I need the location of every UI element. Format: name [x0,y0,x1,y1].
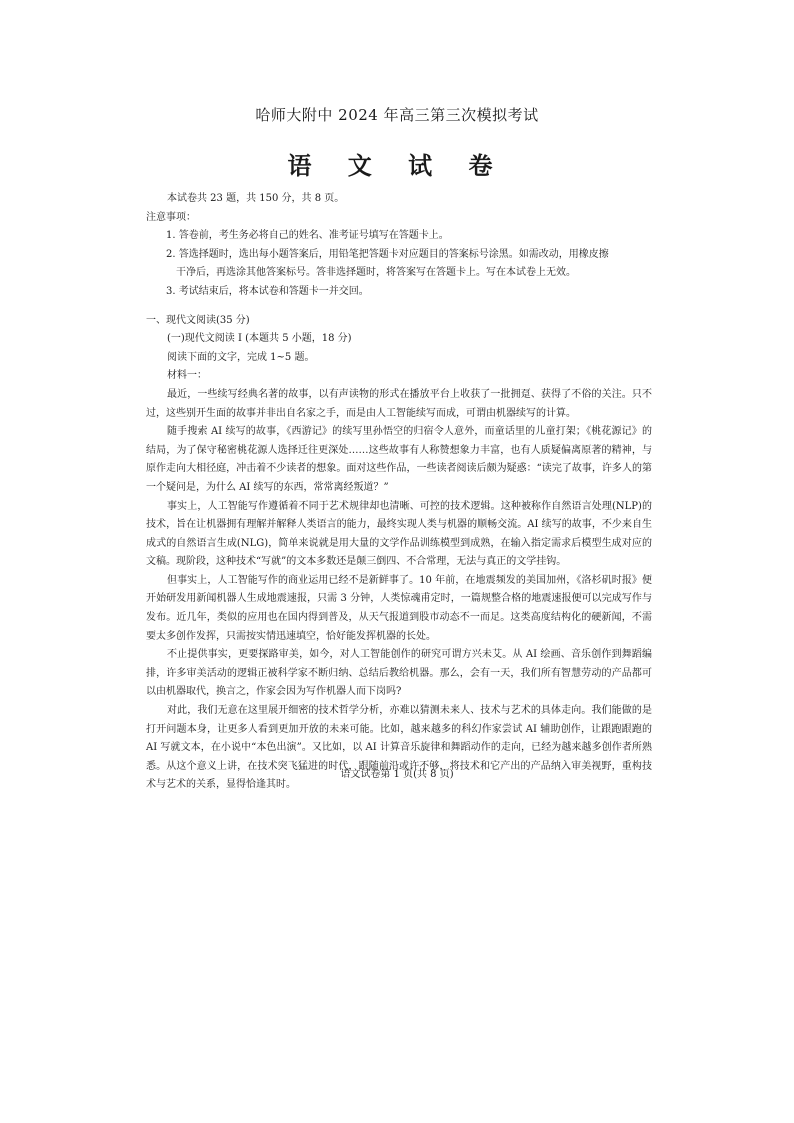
section-heading: 一、现代文阅读(35 分) [146,314,250,326]
notice-item-2-continued: 干净后，再选涂其他答案标号。答非选择题时，将答案写在答题卡上。写在本试卷上无效。 [176,267,576,279]
material-label: 材料一： [167,370,207,382]
exam-intro: 本试卷共 23 题，共 150 分，共 8 页。 [167,193,345,204]
passage-paragraph: 最近，一些续写经典名著的故事，以有声读物的形式在播放平台上收获了一批拥趸、获得了不俗的关注。只不过，这些别开生面的故事并非出自名家之手，而是由人工智能续写而成，可谓由机器续写的计算。 [146,388,652,419]
page-footer: 语文试卷第 1 页(共 8 页) [340,769,454,780]
reading-instruction: 阅读下面的文字，完成 1~5 题。 [167,351,315,363]
notice-heading: 注意事项： [146,211,196,223]
passage-paragraph: 随手搜索 AI 续写的故事，《西游记》的续写里孙悟空的归宿令人意外，而童话里的儿童打架；《桃花源记》的结局，为了保守秘密桃花源人选择迁往更深处……这些故事有人称赞想象力丰富，也有人质疑偏离原著的精神，与原作走向大相径庭，冲击着不少读者的想象。面对这些作品，一些读者阅读后颇为疑惑：“读完了故事，许多人的第一个疑问是，为什么 AI 续写的东西，常常离经叛道？” [146,426,652,493]
subject-title: 语 文 试 卷 [287,151,507,180]
notice-item-1: 1. 答卷前，考生务必将自己的姓名、准考证号填写在答题卡上。 [166,230,449,242]
exam-title: 哈师大附中 2024 年高三第三次模拟考试 [255,106,539,124]
notice-item-2: 2. 答选择题时，选出每小题答案后，用铅笔把答题卡对应题目的答案标号涂黑。如需改动，用橡皮擦 [166,248,609,260]
passage-paragraph: 事实上，人工智能写作遵循着不同于艺术规律却也清晰、可控的技术逻辑。这种被称作自然语言处理(NLP)的技术，旨在让机器拥有理解并解释人类语言的能力，最终实现人类与机器的顺畅交流。AI 续写的故事，不少来自生成式的自然语言生成(NLG)，简单来说就是用大量的文学作品训练模型到成熟，在输入指定需求后模型生成对应的文稿。现阶段，这种技术“写就”的文本多数还是颠三倒四、不合常理，无法与真正的文学挂钩。 [146,500,652,568]
exam-body [146,190,652,795]
notice-item-3: 3. 考试结束后，将本试卷和答题卡一并交回。 [166,285,369,297]
section-sub-heading: (一)现代文阅读 I (本题共 5 小题，18 分) [167,333,352,345]
passage-paragraph: 对此，我们无意在这里展开细密的技术哲学分析，亦难以猜测未来人、技术与艺术的具体走向。我们能做的是打开问题本身，让更多人看到更加开放的未来可能。比如，越来越多的科幻作家尝试 AI 辅助创作，让跟跑跟跑的 AI 写就文本，在小说中“本色出演”。又比如，以 AI 计算音乐旋律和舞蹈动作的走向，已经为越来越多创作者所熟悉。从这个意义上讲，在技术突飞猛进的时代，跟随前沿或许不够，将技术和它产出的产品纳入审美视野，重构技术与艺术的关系，显得恰逢其时。 [146,705,652,791]
passage-paragraph: 不止提供事实，更要探路审美，如今，对人工智能创作的研究可谓方兴未艾。从 AI 绘画、音乐创作到舞蹈编排，许多审美活动的逻辑正被科学家不断归纳、总结后教给机器。那么，会有一天，我们所有智慧劳动的产品都可以由机器取代，换言之，作家会因为写作机器人而下岗吗? [146,649,652,698]
passage-paragraph: 但事实上，人工智能写作的商业运用已经不是新鲜事了。10 年前，在地震频发的美国加州，《洛杉矶时报》便开始研发用新闻机器人生成地震速报，只需 3 分钟，人类惊魂甫定时，一篇规整合格的地震速报便可以完成写作与发布。近几年，类似的应用也在国内得到普及，从天气报道到股市动态不一而足。这类高度结构化的硬新闻，不需要太多创作发挥，只需按实情迅速填空，恰好能发挥机器的长处。 [146,574,652,642]
